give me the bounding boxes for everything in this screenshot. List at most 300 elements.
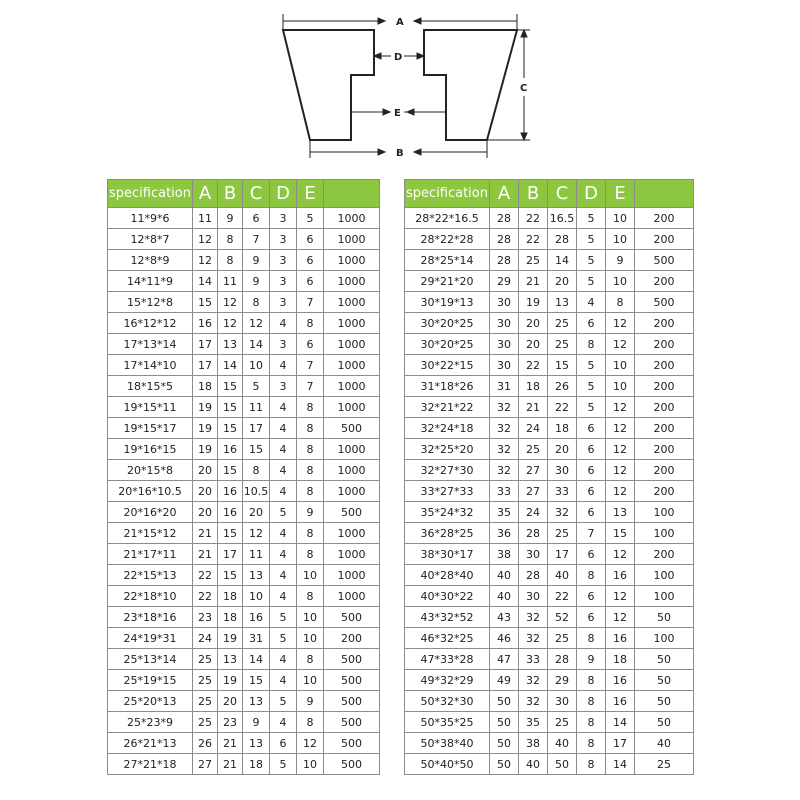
cell-c: 17 [243,418,270,439]
cell-c: 8 [243,292,270,313]
cell-quantity: 1000 [324,376,380,397]
table-row [405,649,694,670]
cell-d: 3 [270,250,297,271]
cell-quantity: 200 [324,628,380,649]
table-row [108,208,380,229]
cell-quantity: 500 [324,733,380,754]
cell-e: 10 [606,376,635,397]
cell-quantity: 100 [635,523,694,544]
cell-b: 15 [218,523,243,544]
cell-e: 8 [297,586,324,607]
cell-quantity: 200 [635,334,694,355]
cell-c: 50 [548,754,577,775]
cell-quantity: 200 [635,544,694,565]
cell-d: 8 [577,691,606,712]
cell-b: 30 [519,586,548,607]
cell-a: 25 [193,691,218,712]
cell-a: 29 [490,271,519,292]
table-row [405,733,694,754]
table-row [108,628,380,649]
table-row [108,586,380,607]
cell-e: 14 [606,712,635,733]
cell-specification: 36*28*25 [405,523,490,544]
table-row [108,271,380,292]
cell-d: 6 [577,502,606,523]
cell-e: 12 [606,397,635,418]
cell-b: 14 [218,355,243,376]
cell-e: 9 [297,691,324,712]
cell-a: 14 [193,271,218,292]
cell-specification: 40*28*40 [405,565,490,586]
cell-quantity: 200 [635,355,694,376]
cell-a: 36 [490,523,519,544]
cell-specification: 28*22*16.5 [405,208,490,229]
cell-c: 10 [243,586,270,607]
table-row [405,229,694,250]
cell-e: 7 [297,292,324,313]
cell-quantity: 1000 [324,250,380,271]
cell-c: 25 [548,712,577,733]
cell-c: 25 [548,628,577,649]
cell-e: 12 [606,544,635,565]
cell-e: 12 [297,733,324,754]
cell-specification: 50*32*30 [405,691,490,712]
cell-c: 14 [243,649,270,670]
cell-a: 43 [490,607,519,628]
cell-d: 8 [577,334,606,355]
cell-d: 8 [577,712,606,733]
cell-specification: 29*21*20 [405,271,490,292]
cell-c: 33 [548,481,577,502]
cell-specification: 19*16*15 [108,439,193,460]
cell-d: 4 [270,670,297,691]
table-row [405,460,694,481]
cell-quantity: 1000 [324,523,380,544]
cell-c: 20 [243,502,270,523]
cell-d: 6 [577,313,606,334]
cell-a: 50 [490,754,519,775]
cell-e: 10 [606,355,635,376]
cell-c: 12 [243,523,270,544]
cell-quantity: 200 [635,376,694,397]
table-row [405,355,694,376]
cell-e: 5 [297,208,324,229]
table-row [108,460,380,481]
cell-quantity: 500 [635,250,694,271]
cell-specification: 27*21*18 [108,754,193,775]
cell-d: 3 [270,271,297,292]
cell-b: 32 [519,691,548,712]
cell-e: 10 [297,565,324,586]
cell-d: 3 [270,208,297,229]
cell-specification: 43*32*52 [405,607,490,628]
cell-b: 22 [519,355,548,376]
table-row [405,586,694,607]
table-row [108,670,380,691]
cell-specification: 21*15*12 [108,523,193,544]
cell-a: 32 [490,460,519,481]
table-row [108,229,380,250]
cell-b: 22 [519,229,548,250]
cell-d: 4 [270,544,297,565]
cell-quantity: 100 [635,628,694,649]
cell-c: 25 [548,313,577,334]
cell-c: 28 [548,649,577,670]
cell-b: 25 [519,439,548,460]
table-row [405,334,694,355]
cell-a: 25 [193,670,218,691]
table-row [108,481,380,502]
cell-c: 15 [548,355,577,376]
cell-specification: 35*24*32 [405,502,490,523]
table-row [108,649,380,670]
table-row [405,544,694,565]
table-row [108,313,380,334]
cell-quantity: 1000 [324,481,380,502]
table-row [108,544,380,565]
cell-b: 24 [519,502,548,523]
cell-e: 12 [606,313,635,334]
cell-a: 46 [490,628,519,649]
cell-e: 16 [606,565,635,586]
cell-quantity: 200 [635,481,694,502]
cell-b: 40 [519,754,548,775]
cell-quantity: 50 [635,712,694,733]
header-e: E [606,180,635,208]
cell-a: 50 [490,691,519,712]
cell-a: 20 [193,502,218,523]
cell-quantity: 1000 [324,544,380,565]
cell-specification: 50*35*25 [405,712,490,733]
cell-c: 30 [548,691,577,712]
cell-b: 27 [519,460,548,481]
cell-b: 16 [218,439,243,460]
cell-d: 5 [577,229,606,250]
cell-d: 5 [577,355,606,376]
label-c: C [520,83,528,94]
table-row [405,418,694,439]
cell-quantity: 500 [324,502,380,523]
cell-quantity: 500 [324,649,380,670]
cell-a: 17 [193,334,218,355]
table-row [405,271,694,292]
table-row [405,670,694,691]
cell-c: 8 [243,460,270,481]
header-a: A [193,180,218,208]
cell-c: 7 [243,229,270,250]
cell-specification: 50*40*50 [405,754,490,775]
cell-quantity: 1000 [324,460,380,481]
table-row [108,523,380,544]
cell-d: 5 [270,628,297,649]
cell-d: 4 [270,712,297,733]
cell-specification: 23*18*16 [108,607,193,628]
cell-a: 35 [490,502,519,523]
cell-quantity: 1000 [324,565,380,586]
cell-quantity: 1000 [324,586,380,607]
cell-d: 5 [577,271,606,292]
cell-c: 17 [548,544,577,565]
cell-a: 19 [193,418,218,439]
cell-a: 24 [193,628,218,649]
cell-e: 13 [606,502,635,523]
cell-specification: 19*15*17 [108,418,193,439]
cell-d: 6 [577,544,606,565]
cell-d: 9 [577,649,606,670]
cell-a: 19 [193,397,218,418]
cell-a: 31 [490,376,519,397]
cell-b: 8 [218,250,243,271]
cell-a: 25 [193,712,218,733]
header-specification: specification [405,180,490,208]
cell-c: 20 [548,271,577,292]
cell-d: 6 [577,460,606,481]
cell-c: 13 [243,691,270,712]
cell-d: 5 [577,376,606,397]
cell-quantity: 50 [635,691,694,712]
cell-a: 30 [490,355,519,376]
cell-quantity: 100 [635,502,694,523]
cell-a: 18 [193,376,218,397]
cell-specification: 20*16*10.5 [108,481,193,502]
cell-c: 10.5 [243,481,270,502]
cell-e: 10 [606,229,635,250]
cell-c: 25 [548,523,577,544]
cell-a: 11 [193,208,218,229]
cell-d: 4 [270,355,297,376]
cell-d: 7 [577,523,606,544]
table-row [405,292,694,313]
table-row [108,292,380,313]
cell-c: 25 [548,334,577,355]
cell-d: 5 [270,754,297,775]
cell-specification: 17*14*10 [108,355,193,376]
profile-outline [283,30,374,140]
cell-e: 16 [606,691,635,712]
table-row [405,376,694,397]
cell-e: 12 [606,607,635,628]
table-row [108,691,380,712]
cell-d: 6 [577,481,606,502]
cell-specification: 32*24*18 [405,418,490,439]
label-e: E [394,108,401,119]
cell-d: 6 [270,733,297,754]
table-row [405,754,694,775]
cell-specification: 12*8*9 [108,250,193,271]
cell-c: 18 [243,754,270,775]
cell-specification: 20*15*8 [108,460,193,481]
cell-c: 10 [243,355,270,376]
cross-section-diagram [0,0,800,175]
cell-e: 8 [297,418,324,439]
spec-table-right [404,179,694,775]
table-row [405,397,694,418]
cell-d: 4 [270,586,297,607]
cell-b: 28 [519,565,548,586]
cell-specification: 30*20*25 [405,334,490,355]
cell-d: 6 [577,586,606,607]
cell-specification: 25*20*13 [108,691,193,712]
cell-quantity: 500 [324,670,380,691]
cell-specification: 14*11*9 [108,271,193,292]
cell-quantity: 25 [635,754,694,775]
cell-a: 50 [490,733,519,754]
cell-specification: 25*19*15 [108,670,193,691]
cell-d: 8 [577,754,606,775]
cell-c: 11 [243,544,270,565]
cell-c: 13 [548,292,577,313]
cell-c: 40 [548,733,577,754]
cell-e: 10 [606,271,635,292]
header-c: C [548,180,577,208]
cell-b: 32 [519,607,548,628]
cell-a: 23 [193,607,218,628]
cell-a: 17 [193,355,218,376]
cell-c: 15 [243,670,270,691]
cell-quantity: 50 [635,649,694,670]
cell-b: 15 [218,565,243,586]
cell-e: 17 [606,733,635,754]
cell-e: 9 [606,250,635,271]
cell-d: 6 [577,607,606,628]
cell-c: 6 [243,208,270,229]
table-row [405,250,694,271]
cell-b: 20 [218,691,243,712]
profile-outline-right [424,30,517,140]
cell-e: 10 [297,628,324,649]
cell-a: 21 [193,544,218,565]
cell-specification: 24*19*31 [108,628,193,649]
cell-b: 38 [519,733,548,754]
cell-c: 13 [243,733,270,754]
cell-d: 4 [270,481,297,502]
cell-quantity: 1000 [324,334,380,355]
cell-e: 18 [606,649,635,670]
cell-specification: 18*15*5 [108,376,193,397]
cell-b: 20 [519,313,548,334]
cell-a: 50 [490,712,519,733]
cell-c: 5 [243,376,270,397]
cell-e: 6 [297,229,324,250]
cell-c: 9 [243,271,270,292]
header-d: D [577,180,606,208]
cell-quantity: 200 [635,439,694,460]
cell-a: 28 [490,229,519,250]
cell-c: 12 [243,313,270,334]
cell-quantity: 500 [635,292,694,313]
cell-c: 20 [548,439,577,460]
table-row [405,628,694,649]
cell-e: 12 [606,334,635,355]
header-b: B [218,180,243,208]
cell-d: 5 [577,397,606,418]
cell-d: 8 [577,628,606,649]
table-row [108,712,380,733]
cell-d: 4 [270,460,297,481]
table-row [405,712,694,733]
table-row [108,502,380,523]
cell-a: 27 [193,754,218,775]
cell-c: 22 [548,397,577,418]
cell-a: 22 [193,565,218,586]
table-row [108,565,380,586]
header-e: E [297,180,324,208]
cell-specification: 50*38*40 [405,733,490,754]
cell-b: 15 [218,376,243,397]
cell-b: 19 [519,292,548,313]
cell-e: 12 [606,439,635,460]
cell-quantity: 40 [635,733,694,754]
cell-specification: 46*32*25 [405,628,490,649]
table-row [405,502,694,523]
cell-e: 6 [297,250,324,271]
cell-specification: 19*15*11 [108,397,193,418]
table-row [405,439,694,460]
cell-e: 12 [606,481,635,502]
table-row [405,607,694,628]
cell-specification: 21*17*11 [108,544,193,565]
cell-a: 12 [193,229,218,250]
cell-d: 4 [270,313,297,334]
cell-e: 10 [297,670,324,691]
cell-a: 33 [490,481,519,502]
cell-specification: 28*22*28 [405,229,490,250]
cell-e: 8 [606,292,635,313]
cell-a: 47 [490,649,519,670]
cell-c: 29 [548,670,577,691]
cell-specification: 25*13*14 [108,649,193,670]
cell-b: 30 [519,544,548,565]
table-row [108,355,380,376]
cell-quantity: 100 [635,586,694,607]
cell-a: 25 [193,649,218,670]
cell-d: 5 [577,208,606,229]
cell-d: 5 [270,607,297,628]
label-d: D [394,52,403,63]
cell-b: 12 [218,292,243,313]
cell-e: 12 [606,460,635,481]
cell-b: 27 [519,481,548,502]
cell-a: 40 [490,586,519,607]
cell-c: 9 [243,712,270,733]
cell-quantity: 1000 [324,229,380,250]
cell-e: 8 [297,439,324,460]
cell-a: 19 [193,439,218,460]
cell-b: 23 [218,712,243,733]
cell-e: 10 [297,754,324,775]
table-header-row [108,180,380,208]
cell-e: 12 [606,418,635,439]
table-row [108,607,380,628]
cell-b: 21 [519,397,548,418]
cell-b: 17 [218,544,243,565]
table-row [108,418,380,439]
cell-b: 15 [218,397,243,418]
table-row [108,733,380,754]
cell-quantity: 1000 [324,355,380,376]
cell-e: 10 [297,607,324,628]
cell-quantity: 100 [635,565,694,586]
cell-d: 8 [577,565,606,586]
cell-e: 7 [297,376,324,397]
cell-specification: 32*27*30 [405,460,490,481]
cell-quantity: 500 [324,712,380,733]
cell-b: 19 [218,628,243,649]
cell-c: 14 [548,250,577,271]
cell-a: 20 [193,481,218,502]
table-row [108,334,380,355]
cell-b: 12 [218,313,243,334]
